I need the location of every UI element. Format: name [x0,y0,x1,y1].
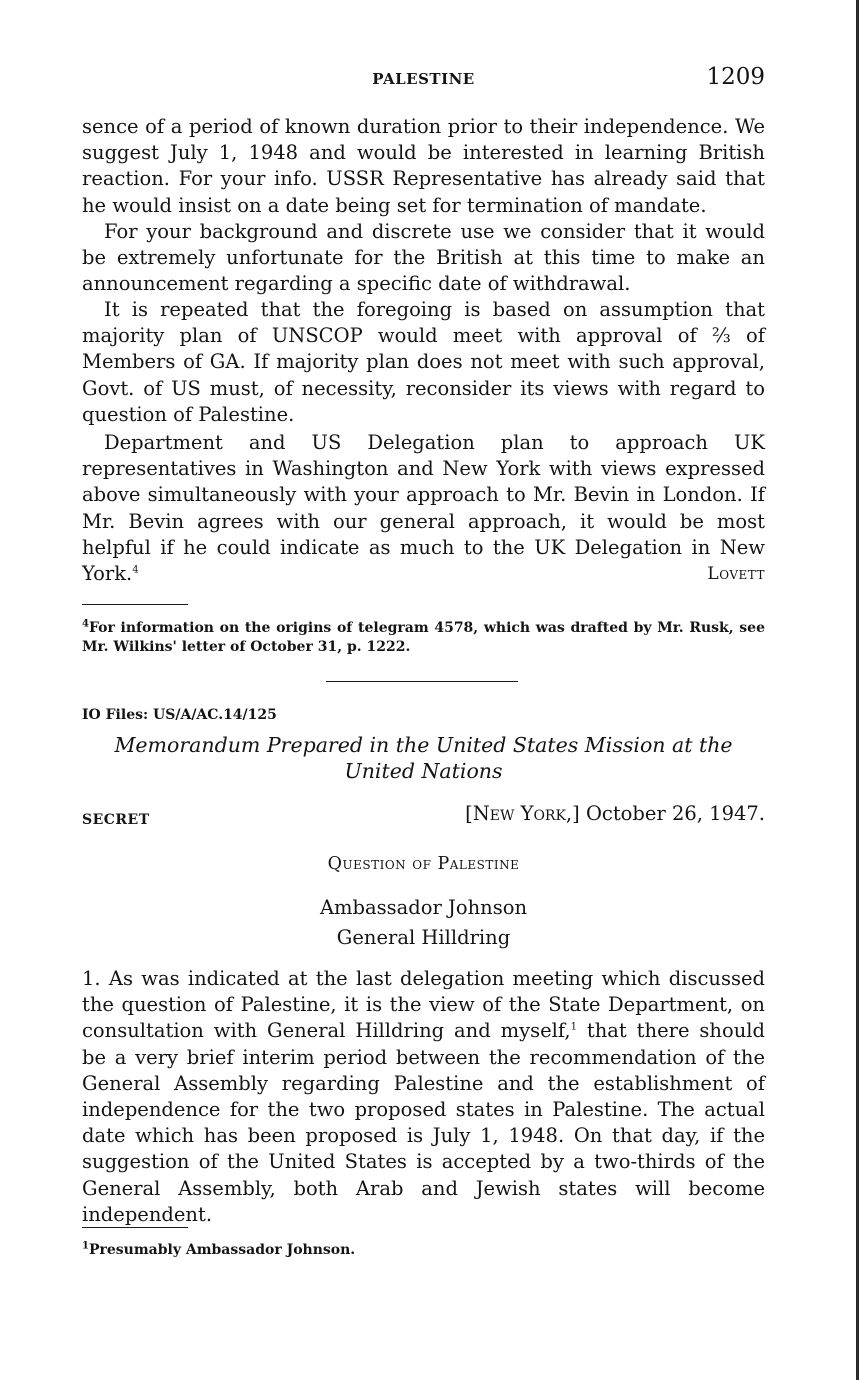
footnote-4-mark: 4 [82,618,89,630]
date-place: [New York,] [465,802,580,825]
memo-paragraph-1-text-b: that there should be a very brief interim period between the recommendation of the General Assembly regarding Palestine and the establishment of independence for the two proposed states in Palestine. The actual date which has been proposed is July 1, 1948. On that day, if the suggestion of the United States is accepted by a two-thirds of the General Assembly, both Arab and Jewish states will become independent. [82,1019,765,1226]
footnote-1 [82,1241,765,1260]
date-text: October 26, 1947. [585,802,765,825]
classification: SECRET [82,812,150,828]
file-reference: IO Files: US/A/AC.14/125 [82,707,277,723]
section-divider [326,681,518,682]
footnote-divider-2 [82,1227,188,1228]
footnote-ref-4: 4 [132,564,139,576]
page-number: 1209 [706,64,765,90]
footnote-1-text: Presumably Ambassador Johnson. [88,1242,356,1258]
footnote-4-text: For information on the origins of telegram 4578, which was drafted by Mr. Rusk, see Mr. Wilkins' letter of October 31, p. 1222. [82,620,765,655]
footnote-ref-1: 1 [570,1021,577,1033]
letter-paragraph-1: sence of a period of known duration prior to their independence. We suggest July 1, 1948 and would be interested in learning British reaction. For your info. USSR Representative has already said that he would insist on a date being set for termination of mandate. [82,115,765,217]
footnote-4 [82,619,765,657]
memo-paragraph-1-text-a: 1. As was indicated at the last delegation meeting which discussed the question of Palestine, it is the view of the State Department, on consultation with General Hilldring and myself, [82,967,765,1043]
dateline [465,802,765,825]
page-header [82,64,765,94]
signature: Lovett [707,564,765,584]
running-title: PALESTINE [372,70,475,88]
document-title: Memorandum Prepared in the United States Mission at the United Nations [114,733,733,783]
section-title: Question of Palestine [327,854,520,874]
footnote-1-mark: 1 [82,1240,89,1252]
memo-to: General Hilldring [336,926,511,949]
letter-paragraph-2: For your background and discrete use we consider that it would be extremely unfortunate for the British at this time to make an announcement regarding a specific date of withdrawal. [82,220,765,296]
memo-paragraph-1 [82,966,765,1228]
memo-from: Ambassador Johnson [319,896,528,919]
letter-paragraph-3: It is repeated that the foregoing is based on assumption that majority plan of UNSCOP would meet with approval of ⅔ of Members of GA. If majority plan does not meet with such approval, Govt. of US must, of necessity, reconsider its views with regard to question of Palestine. [82,298,765,426]
footnote-divider [82,604,188,605]
scan-edge [856,0,859,1380]
letter-paragraph-4-text: Department and US Delegation plan to approach UK representatives in Washington and New York with views expressed above simultaneously with your approach to Mr. Bevin in London. If Mr. Bevin agrees with our general approach, it would be most helpful if he could indicate as much to the UK Delegation in New York. [82,431,765,586]
